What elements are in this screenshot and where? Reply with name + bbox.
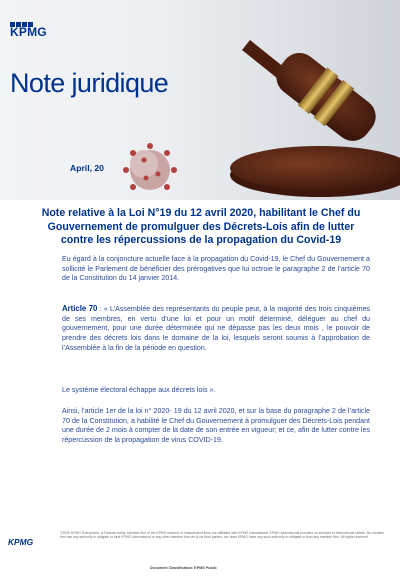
footer-legal-text: ©2020 KPMG Enterprises, a Tunisian entity. Member firm of the KPMG network of independent firms are affiliated with KPMG International. KPMG International provides no services to international clients. No member firm has any authority to obligate or bind KPMG International or any other member firm vis-à-vis third parties, nor does KPMG have any such authority to obligate or bind any member firm. All rights reserved.: [60, 531, 385, 540]
document-heading: Note relative à la Loi N°19 du 12 avril 2020, habilitant le Chef du Gouvernement de promulguer des Décrets-Lois afin de lutter contre les répercussions de la propagation du Covid-19: [41, 207, 361, 247]
paragraph-1: Eu égard à la conjoncture actuelle face à la propagation du Covid-19, le Chef du Gouvernement a sollicité le Parlement de bénéficier des prérogatives que lui octroie le paragraphe 2 de l’article 70 de la Constitution du 14 janvier 2014.: [62, 255, 370, 283]
kpmg-logo-boxes: [10, 16, 47, 23]
page-title: Note juridique: [10, 68, 169, 98]
kpmg-logo: [10, 16, 47, 39]
paragraph-3: Le système électoral échappe aux décrets lois ».: [62, 386, 216, 394]
article-text: : « L’Assemblée des représentants du peuple peut, à la majorité des trois cinquièmes de ses membres, en vertu d’une loi et pour un motif déterminé, déléguer au chef du gouvernement, pour une durée déterminée qui ne dépasse pas les deux mois , le pouvoir de prendre des décrets lois dans le domaine de la loi, lesquels seront soumis à l’approbation de l’Assemblée à la fin de la période en question.: [62, 305, 370, 352]
publication-date: April, 20: [70, 163, 104, 173]
footer-kpmg-logo: KPMG: [8, 537, 34, 547]
header-banner: [0, 0, 400, 200]
paragraph-4: Ainsi, l’article 1er de la loi n° 2020- 19 du 12 avril 2020, et sur la base du paragraphe 2 de l’article 70 de la Constitution, a habilité le Chef du Gouvernement à promulguer des Décrets-Lois pendant une durée de 2 mois à compter de la date de son entrée en vigueur; et ce, afin de lutter contre les répercussion de la propagation de virus COVID-19.: [62, 407, 370, 445]
gavel-and-virus-image: [100, 0, 400, 200]
paragraph-article-70: [62, 304, 370, 354]
article-label: Article 70: [62, 304, 98, 313]
kpmg-logo-text: KPMG: [10, 25, 47, 39]
document-classification: Document Classification: KPMG Public: [150, 566, 217, 570]
